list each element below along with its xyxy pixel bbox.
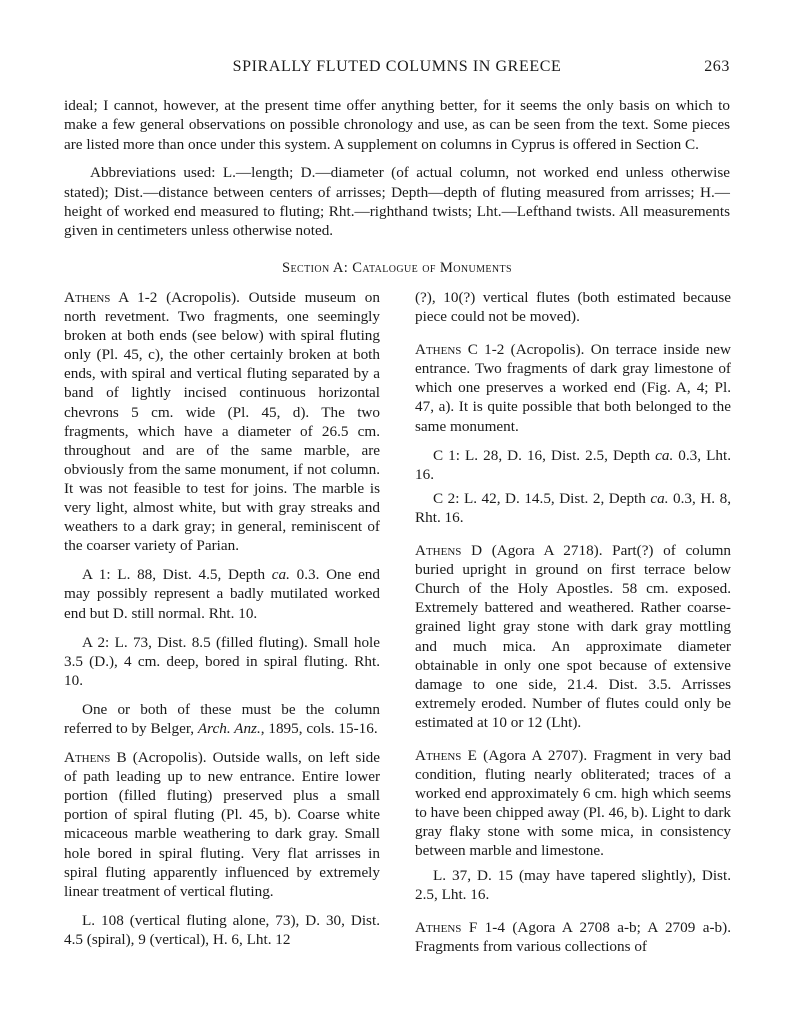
- abbreviations-paragraph: Abbreviations used: L.—length; D.—diameter (of actual column, not worked end unless otherwise stated); Dist.—distance between centers of arrisses; Depth—depth of fluting measured from arrisses; H.—height of worked end measured to fluting; Rht.—righthand twists; Lht.—Lefthand twists. All measurements given in centimeters unless otherwise noted.: [64, 164, 730, 240]
- entry-head: Athens: [64, 749, 111, 767]
- note-text: , 1895, cols. 15-16.: [260, 719, 378, 737]
- entry-head: Athens: [415, 918, 462, 936]
- entry-athens-f: [415, 918, 731, 956]
- page-header: [64, 58, 730, 82]
- circa-abbrev: ca.: [655, 446, 674, 464]
- measure-text: 0.3, Lht. 16.: [415, 446, 731, 483]
- entry-athens-b: [64, 748, 380, 901]
- measure-text: C 1: L. 28, D. 16, Dist. 2.5, Depth: [433, 446, 656, 464]
- entry-body: C 1-2 (Acropolis). On terrace inside new entrance. Two fragments of dark gray limestone of which one preserves a worked end (Fig. A, 4; Pl. 47, a). It is quite possible that both belonged to the same monument.: [415, 341, 731, 435]
- right-column: [415, 288, 731, 966]
- entry-head: Athens: [415, 341, 462, 359]
- measure-c2: [415, 489, 731, 527]
- entry-athens-e: [415, 746, 731, 861]
- entry-athens-c: [415, 340, 731, 435]
- entry-head: Athens: [415, 542, 462, 560]
- measure-text: A 1: L. 88, Dist. 4.5, Depth: [82, 566, 272, 584]
- measure-text: C 2: L. 42, D. 14.5, Dist. 2, Depth: [433, 489, 651, 507]
- measure-text: 0.3. One end may possibly represent a badly mutilated worked end but D. still normal. Rht. 10.: [64, 566, 380, 622]
- measure-e: L. 37, D. 15 (may have tapered slightly), Dist. 2.5, Lht. 16.: [415, 866, 731, 903]
- measure-a2: A 2: L. 73, Dist. 8.5 (filled fluting). Small hole 3.5 (D.), 4 cm. deep, bored in spiral fluting. Rht. 10.: [64, 633, 380, 689]
- measure-b: L. 108 (vertical fluting alone, 73), D. 30, Dist. 4.5 (spiral), 9 (vertical), H. 6, Lht. 12: [64, 911, 380, 948]
- left-column: [64, 288, 380, 959]
- page-number: 263: [704, 58, 730, 75]
- entry-head: Athens: [415, 746, 462, 764]
- section-heading: [64, 260, 730, 277]
- journal-title: Arch. Anz.: [197, 719, 261, 737]
- measure-a1: [64, 565, 380, 622]
- measure-text: 0.3, H. 8, Rht. 16.: [415, 489, 732, 526]
- circa-abbrev: ca.: [650, 489, 669, 507]
- running-title: SPIRALLY FLUTED COLUMNS IN GREECE: [232, 58, 562, 75]
- section-prefix: Section A:: [282, 260, 349, 276]
- entry-body: F 1-4 (Agora A 2708 a-b; A 2709 a-b). Fragments from various collections of: [415, 918, 731, 955]
- measure-b-continued: (?), 10(?) vertical flutes (both estimated because piece could not be moved).: [415, 289, 731, 326]
- circa-abbrev: ca.: [271, 566, 290, 584]
- section-title: Catalogue of Monuments: [352, 260, 512, 276]
- intro-paragraph: ideal; I cannot, however, at the present time offer anything better, for it seems the only basis on which to make a few general observations on possible chronology and use, as can be seen from the text. Some pieces are listed more than once under this system. A supplement on columns in Cyprus is offered in Section C.: [64, 97, 730, 153]
- entry-body: A 1-2 (Acropolis). Outside museum on north revetment. Two fragments, one seemingly broken at both ends (see below) with spiral fluting only (Pl. 45, c), the other certainly broken at both ends, with spiral and vertical fluting separated by a band of lightly incised continuous horizontal chevrons 5 cm. wide (Pl. 45, d). The two fragments, which have a diameter of 26.5 cm. throughout and are of the same marble, are obviously from the same monument, if not column. It was not feasible to test for joins. The marble is very light, almost white, but with gray streaks and weathers to a dark gray; in general, reminiscent of the coarser variety of Parian.: [64, 289, 380, 555]
- note-text: One or both of these must be the column referred to by Belger,: [64, 700, 380, 737]
- entry-body: D (Agora A 2718). Part(?) of column buried upright in ground on first terrace below Church of the Holy Apostles. 58 cm. exposed. Extremely battered and weathered. Rather coarse-grained light gray stone with dark gray mottling and much mica. An approximate diameter obtainable in only one spot because of extensive damage to one side, 21.4. Dist. 3.5. Arrisses extremely eroded. Number of flutes could only be estimated at 10 or 12 (Lht).: [415, 542, 731, 731]
- entry-athens-a: [64, 288, 380, 555]
- measure-c1: [415, 446, 731, 484]
- note-belger: [64, 700, 380, 738]
- entry-head: Athens: [64, 289, 111, 306]
- entry-athens-d: [415, 541, 731, 732]
- entry-body: E (Agora A 2707). Fragment in very bad condition, fluting nearly obliterated; traces of a worked end approximately 6 cm. high which seems to have been chipped away (Pl. 46, b). Light to dark gray flaky stone with some mica, in consistency between marble and limestone.: [415, 746, 731, 860]
- intro-text: [64, 96, 730, 241]
- entry-body: B (Acropolis). Outside walls, on left side of path leading up to new entrance. Entire lower portion (filled fluting) preserved plus a small portion of spiral fluting (Pl. 45, b). Coarse white micaceous marble weathering to dark gray. Small hole bored in spiral fluting. Very flat arrisses in spiral fluting apparently influenced by extremely linear treatment of vertical fluting.: [64, 749, 380, 900]
